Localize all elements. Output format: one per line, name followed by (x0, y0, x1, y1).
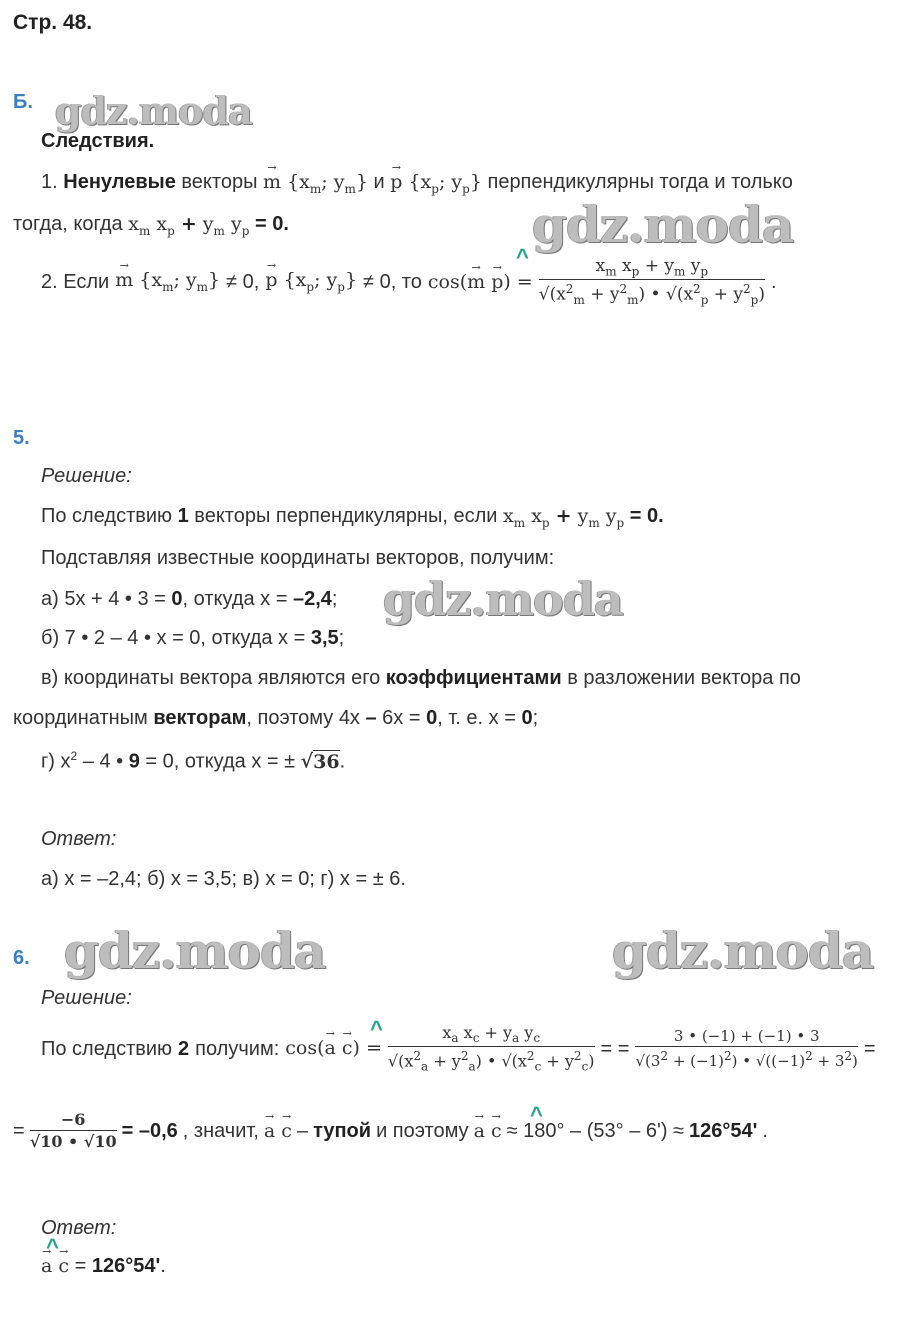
section-heading: Следствия. (41, 130, 155, 152)
solution-label: Решение: (41, 465, 132, 487)
angle-hat-icon: ^ (46, 1234, 59, 1259)
solution-label: Решение: (41, 987, 132, 1009)
answer-label: Ответ: (41, 828, 117, 850)
answer-label: Ответ: (41, 1217, 117, 1239)
corollary-2: 2. Если → m {$x_m$; $y_m$} ≠ 0, → p {$x_p$; $y_p$} ≠ 0, то cos(→ m → p) = $\frac{x_m x_p + y_m y_p}{√(x^2_m + y^2_m) • √(x^2_p + y^2_p)}$ . (41, 258, 777, 306)
watermark: gdz.moda (532, 195, 794, 254)
angle-hat-icon: ^ (530, 1102, 543, 1127)
cos-formula: cos(→ m → p) = (428, 273, 533, 292)
task5-a: а) 5x + 4 • 3 = 0, откуда x = –2,4; (41, 588, 338, 610)
vector-m: → m {$x_m$; $y_m$} (263, 171, 368, 193)
task5-g: г) $x^2 - 4$ • 9 = 0, откуда x = ± √36. (41, 749, 346, 773)
angle-hat-icon: ^ (516, 244, 529, 269)
task-6-number: 6. (13, 947, 30, 969)
vector-p: → p {$x_p$; $y_p$} (390, 171, 482, 193)
task6-line2: = $\frac{-6}{√10 • √10}$ = –0,6 , значит, → a → c – тупой и поэтому → a → c ≈ 180° – (53° – 6') ≈ 126°54' . (13, 1112, 768, 1150)
task5-b: б) 7 • 2 – 4 • x = 0, откуда x = 3,5; (41, 627, 345, 649)
task5-line2: Подставляя известные координаты векторов, получим: (41, 547, 555, 569)
task5-c-line1: в) координаты вектора являются его коэффициентами в разложении вектора по (41, 667, 801, 689)
section-label: Б. (13, 91, 33, 113)
angle-hat-icon: ^ (370, 1016, 383, 1041)
bold-nonzero: Ненулевые (63, 171, 176, 193)
task5-answer: а) x = –2,4; б) x = 3,5; в) x = 0; г) x = ± 6. (41, 868, 406, 890)
task6-answer: → a → c = 126°54'. (41, 1256, 166, 1276)
corollary-1-line1: 1. Ненулевые векторы → m {$x_m$; $y_m$} и → p {$x_p$; $y_p$} перпендикулярны тогда и только (41, 172, 793, 195)
dot-product-expr: $x_m$ $x_p + y_m$ $y_p$ (128, 213, 250, 238)
task5-c-line2: координатным векторам, поэтому 4x – 6x = 0, т. е. x = 0; (13, 707, 539, 729)
page-title: Стр. 48. (13, 11, 93, 34)
task6-line1: По следствию 2 получим: cos(→ a → c) = $\frac{x_a x_c + y_a y_c}{√(x^2_a + y^2_a) • √(x^2_c + y^2_c)}$ = = $\frac{3 • (-1) + (-1) • 3}{√(3^2 + (-1)^2) • √((-1)^2 + 3^2)}$ = (41, 1025, 876, 1073)
task-5-number: 5. (13, 427, 30, 449)
watermark: gdz.moda (383, 572, 623, 626)
watermark: gdz.moda (64, 921, 326, 980)
watermark: gdz.moda (55, 88, 252, 133)
corollary-1-line2: тогда, когда $x_m$ $x_p + y_m$ $y_p = 0$. (13, 213, 289, 238)
watermark: gdz.moda (612, 921, 874, 980)
task5-line1: По следствию 1 векторы перпендикулярны, если $x_m$ $x_p + y_m$ $y_p = 0$. (41, 505, 664, 530)
cos-fraction: $\frac{x_m x_p + y_m y_p}{√(x^2_m + y^2_m) • √(x^2_p + y^2_p)}$ (538, 256, 765, 308)
